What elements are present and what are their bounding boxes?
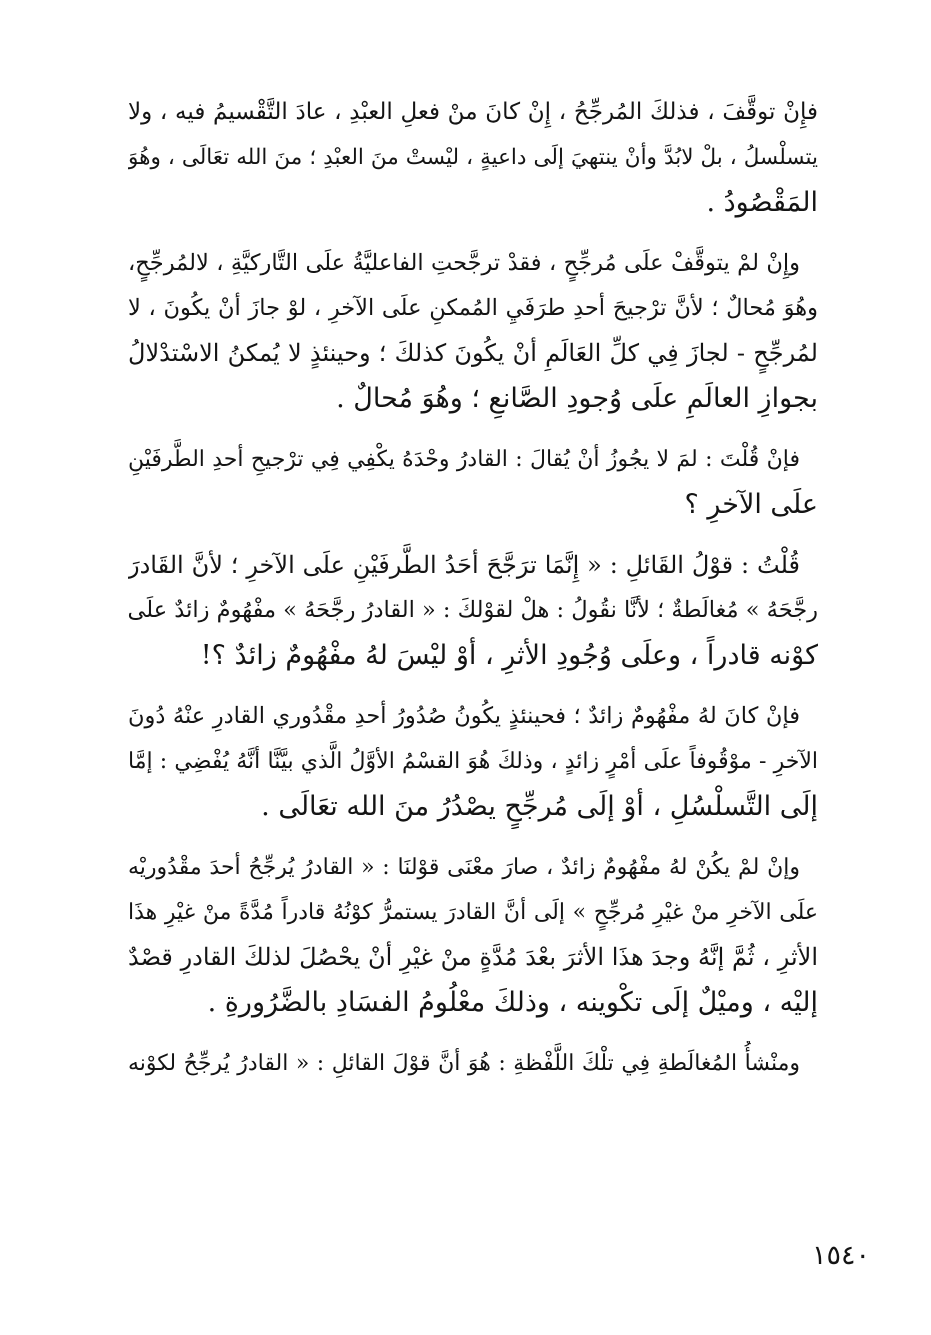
text-line: يتسلْسلُ ، بلْ لابُدَّ وأنْ ينتهيَ إلَى داعيةٍ ، ليْستْ منَ العبْدِ ؛ منَ الله تعَالَى ، وهُوَ (128, 145, 818, 170)
text-line: الأثرِ ، ثُمَّ إنَّهُ وجدَ هذَا الأثرَ بعْدَ مُدَّةٍ منْ غيْرِ أنْ يحْصُلَ لذلكَ القادرِ قصْدٌ (128, 943, 818, 971)
text-line: فإنْ كانَ لهُ مفْهُومٌ زائدٌ ؛ فحينئذٍ يكُونُ صُدُورُ أحدِ مقْدُوري القادرِ عنْهُ دُونَ (128, 703, 800, 729)
page-body-text (128, 90, 818, 1102)
text-line: المَقْصُودُ . (706, 187, 818, 218)
text-line: وإنْ لمْ يكُنْ لهُ مفْهُومٌ زائدٌ ، صارَ معْنَى قوْلنَا : « القادرُ يُرجِّحُ أحدَ مقْدُوريْه (128, 855, 800, 880)
text-line: فإِنْ توقَّفَ ، فذلكَ المُرجِّحُ ، إِنْ كانَ منْ فعلِ العبْدِ ، عادَ التَّقْسيمُ فيه ، ولا (128, 99, 818, 125)
text-line: قُلْتُ : قوْلُ القَائلِ : « إِنَّمَا ترَجَّحَ أحَدُ الطَّرفَيْنِ علَى الآخرِ ؛ لأنَّ القَادرَ (128, 551, 800, 579)
text-line: ومنْشأُ المُغالَطةِ فِي تلْكَ اللَّفْظةِ : هُوَ أنَّ قوْلَ القائلِ : « القادرُ يُرجِّحُ لكوْنه (128, 1051, 800, 1076)
paragraph (128, 543, 818, 678)
paragraph (128, 694, 818, 829)
paragraph (128, 437, 818, 527)
text-line: علَى الآخرِ ؟ (684, 489, 818, 520)
text-line: إلَى التَّسلْسُلِ ، أوْ إلَى مُرجِّحٍ يصْدُرُ منَ الله تعَالَى . (261, 791, 818, 822)
text-line: بجوازِ العالَمِ علَى وُجودِ الصَّانعِ ؛ وهُوَ مُحالٌ . (336, 383, 818, 414)
text-line: فإنْ قُلْتَ : لمَ لا يجُوزُ أنْ يُقالَ : القادرُ وحْدَهُ يكْفِي فِي ترْجيحِ أحدِ الطَّرفَيْنِ (128, 447, 800, 472)
text-line: علَى الآخرِ منْ غيْرِ مُرجِّحٍ » إلَى أنَّ القادرَ يستمرُّ كوْنُهُ قادراً مُدَّةً منْ غيْرِ هذَا (128, 900, 818, 925)
paragraph (128, 845, 818, 1025)
paragraph (128, 241, 818, 421)
text-line: وإِنْ لمْ يتوقَّفْ علَى مُرجِّحٍ ، فقدْ ترجَّحتِ الفاعليَّةُ علَى التَّاركيَّةِ ، لالمُرجِّحٍ، (128, 250, 800, 276)
text-line: رجَّحَهُ » مُغالَطةٌ ؛ لأنَّا نقُولُ : هلْ لقوْلكَ : « القادرُ رجَّحَهُ » مفْهُومٌ زائدٌ علَى (128, 597, 818, 623)
text-line: الآخرِ - موْقُوفاً علَى أمْرٍ زائدٍ ، وذلكَ هُوَ القسْمُ الأوَّلُ الَّذي بيَّنَّا أنَّهُ يُفْضِي : إمَّا (128, 749, 818, 774)
paragraph (128, 90, 818, 225)
text-line: لمُرجِّحٍ - لجازَ فِي كلِّ العَالَمِ أنْ يكُونَ كذلكَ ؛ وحينئذٍ لا يُمكنُ الاسْتدْلالُ (128, 339, 818, 367)
page-number: ١٥٤٠ (811, 1240, 870, 1271)
paragraph (128, 1041, 818, 1086)
text-line: كوْنه قادراً ، وعلَى وُجُودِ الأثرِ ، أوْ ليْسَ لهُ مفْهُومٌ زائدٌ ؟! (200, 640, 818, 671)
text-line: إليْه ، وميْلٌ إلَى تكْوينه ، وذلكَ معْلُومُ الفسَادِ بالضَّرُورةِ . (207, 987, 818, 1018)
text-line: وهُوَ مُحالٌ ؛ لأنَّ ترْجيحَ أحدِ طرَفَيِ المُمكنِ علَى الآخرِ ، لوْ جازَ أنْ يكُونَ ، لا (128, 295, 818, 321)
